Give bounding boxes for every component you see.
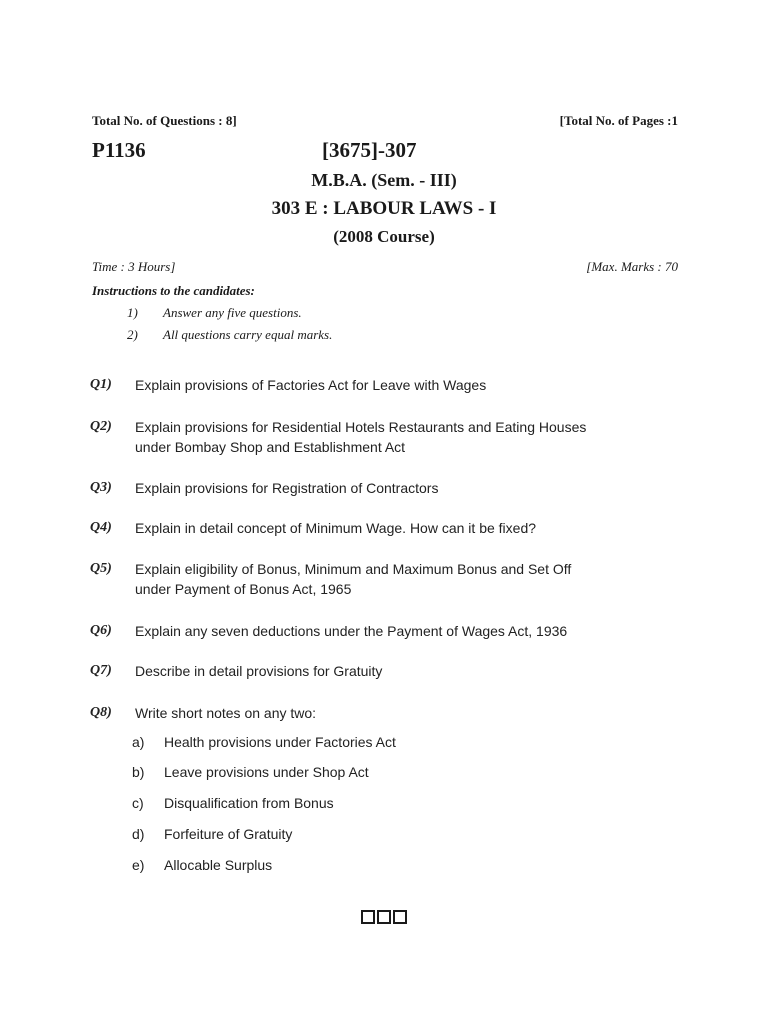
question-text: Explain eligibility of Bonus, Minimum and Maximum Bonus and Set Off under Payment of Bonus Act, 1965	[135, 561, 572, 597]
question-number: Q2)	[90, 419, 112, 434]
paper-code: P1136	[92, 138, 146, 162]
total-questions: Total No. of Questions : 8]	[92, 113, 237, 128]
short-note-text: Health provisions under Factories Act	[164, 734, 396, 750]
question-text: Explain provisions of Factories Act for Leave with Wages	[135, 377, 487, 393]
instruction-number: 2)	[127, 327, 138, 342]
question-6	[90, 621, 690, 641]
exam-time: Time : 3 Hours]	[92, 259, 176, 274]
total-pages: [Total No. of Pages :1	[559, 113, 678, 128]
short-note-text: Allocable Surplus	[164, 857, 273, 873]
instruction-text: Answer any five questions.	[163, 305, 302, 320]
question-text: Explain provisions for Residential Hotels Restaurants and Eating Houses under Bombay Shop and Establishment Act	[135, 419, 587, 455]
end-of-paper-mark	[0, 910, 768, 929]
short-note-c	[132, 795, 334, 811]
short-note-a	[132, 734, 396, 750]
short-note-d	[132, 826, 292, 842]
question-number: Q3)	[90, 480, 112, 495]
question-number: Q1)	[90, 377, 112, 392]
short-note-letter: e)	[132, 857, 145, 873]
question-number: Q7)	[90, 663, 112, 678]
instruction-text: All questions carry equal marks.	[163, 327, 333, 342]
question-7	[90, 661, 690, 681]
question-3	[90, 478, 690, 498]
short-note-text: Leave provisions under Shop Act	[164, 764, 369, 780]
end-box-icon	[377, 910, 391, 924]
course-year: (2008 Course)	[333, 227, 435, 246]
short-note-b	[132, 764, 369, 780]
short-note-letter: d)	[132, 826, 145, 842]
question-4	[90, 518, 690, 538]
question-text: Explain in detail concept of Minimum Wage. How can it be fixed?	[135, 520, 537, 536]
end-box-icon	[393, 910, 407, 924]
question-2	[90, 417, 690, 457]
subject-title: 303 E : LABOUR LAWS - I	[271, 198, 497, 219]
question-text: Explain any seven deductions under the Payment of Wages Act, 1936	[135, 623, 568, 639]
question-number: Q8)	[90, 705, 112, 720]
question-1	[90, 375, 690, 395]
program-title: M.B.A. (Sem. - III)	[311, 170, 457, 190]
instruction-item	[127, 327, 332, 343]
instruction-number: 1)	[127, 305, 138, 320]
short-note-e	[132, 857, 272, 873]
short-note-letter: b)	[132, 764, 145, 780]
question-text: Explain provisions for Registration of Contractors	[135, 480, 439, 496]
question-number: Q5)	[90, 561, 112, 576]
end-box-icon	[361, 910, 375, 924]
question-text: Write short notes on any two:	[135, 705, 317, 721]
question-5	[90, 559, 690, 599]
exam-code: [3675]-307	[322, 138, 417, 162]
question-8	[90, 703, 690, 723]
instruction-item	[127, 305, 302, 321]
instructions-heading: Instructions to the candidates:	[92, 283, 255, 298]
question-number: Q6)	[90, 623, 112, 638]
short-note-letter: c)	[132, 795, 144, 811]
question-text: Describe in detail provisions for Gratuity	[135, 663, 383, 679]
question-number: Q4)	[90, 520, 112, 535]
short-note-text: Disqualification from Bonus	[164, 795, 334, 811]
short-note-letter: a)	[132, 734, 145, 750]
short-note-text: Forfeiture of Gratuity	[164, 826, 293, 842]
max-marks: [Max. Marks : 70	[586, 259, 678, 274]
